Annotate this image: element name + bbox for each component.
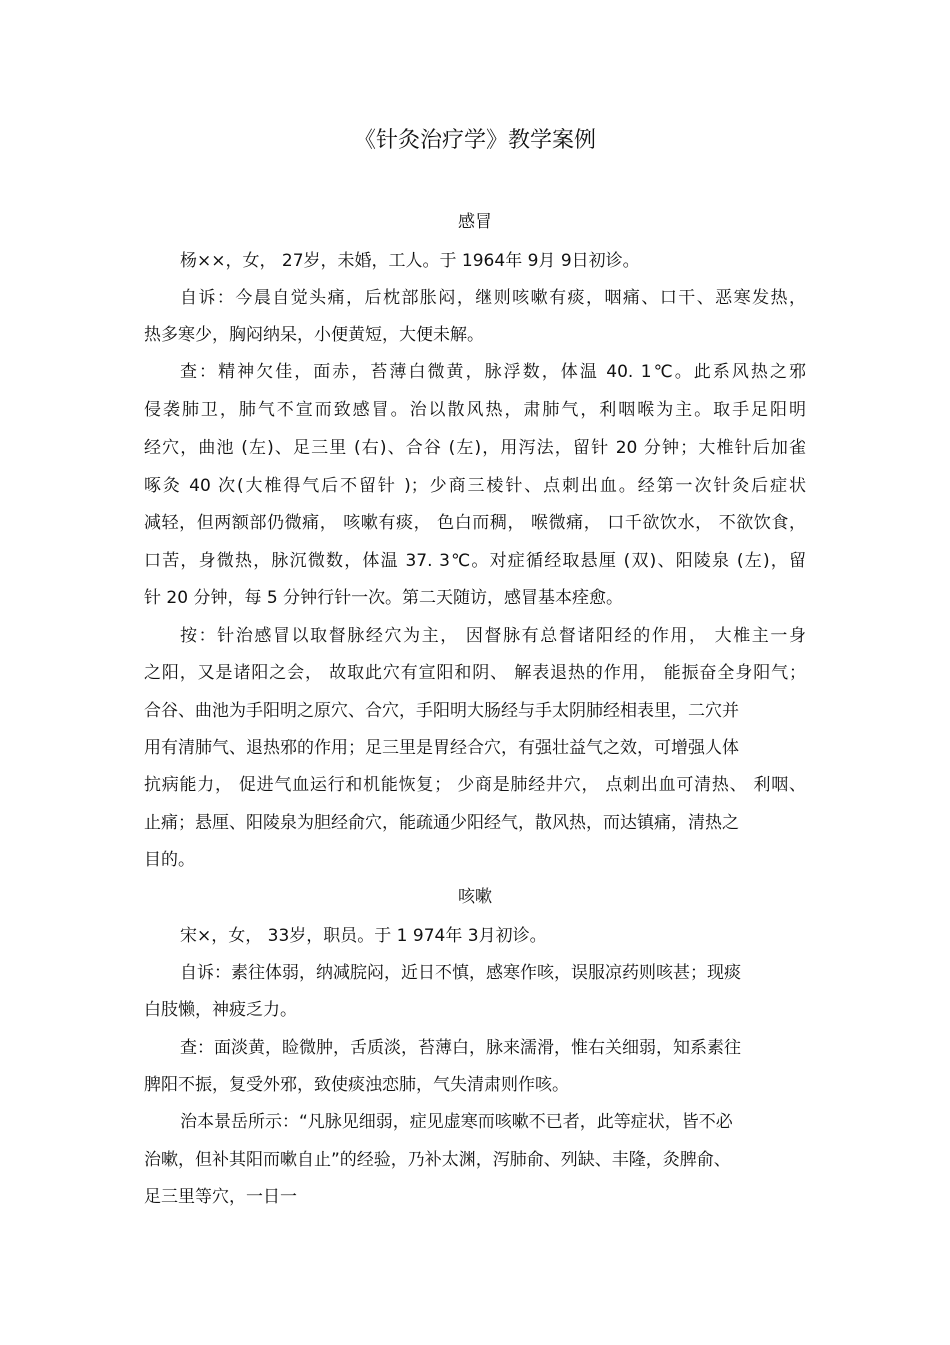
paragraph-line: 啄灸 40 次(大椎得气后不留针 )；少商三棱针、点刺出血。经第一次针灸后症状	[144, 476, 806, 496]
paragraph-line: 自诉：今晨自觉头痛，后枕部胀闷，继则咳嗽有痰，咽痛、口干、恶寒发热，	[180, 288, 806, 308]
paragraph-line: 治嗽，但补其阳而嗽自止”的经验，乃补太渊，泻肺俞、列缺、丰隆，灸脾俞、	[144, 1150, 731, 1170]
paragraph-line: 查：面淡黄，睑微肿，舌质淡，苔薄白，脉来濡滑，惟右关细弱，知系素往	[180, 1038, 741, 1058]
paragraph-line: 自诉：素往体弱，纳减脘闷，近日不慎，感寒作咳，误服凉药则咳甚；现痰	[180, 963, 741, 983]
paragraph-line: 白肢懒，神疲乏力。	[144, 1000, 297, 1020]
paragraph-line: 止痛；悬厘、阳陵泉为胆经俞穴，能疏通少阳经气，散风热，而达镇痛，清热之	[144, 813, 739, 833]
document-title: 《针灸治疗学》教学案例	[353, 128, 596, 153]
paragraph-line: 按：针治感冒以取督脉经穴为主， 因督脉有总督诸阳经的作用， 大椎主一身	[180, 626, 806, 646]
paragraph-line: 针 20 分钟，每 5 分钟行针一次。第二天随访，感冒基本痊愈。	[144, 588, 624, 608]
paragraph-line: 杨××，女， 27岁，未婚，工人。于 1964年 9月 9日初诊。	[180, 251, 640, 271]
case-heading-cold: 感冒	[458, 212, 492, 232]
paragraph-line: 目的。	[144, 850, 195, 870]
paragraph-line: 侵袭肺卫，肺气不宣而致感冒。治以散风热，肃肺气，利咽喉为主。取手足阳明	[144, 400, 806, 420]
paragraph-line: 查：精神欠佳，面赤，苔薄白微黄，脉浮数，体温 40. 1℃。此系风热之邪	[180, 362, 806, 382]
paragraph-line: 合谷、曲池为手阳明之原穴、合穴，手阳明大肠经与手太阴肺经相表里，二穴并	[144, 701, 739, 721]
case-heading-cough: 咳嗽	[458, 887, 492, 907]
paragraph-line: 用有清肺气、退热邪的作用；足三里是胃经合穴，有强壮益气之效，可增强人体	[144, 738, 739, 758]
paragraph-line: 宋×，女， 33岁，职员。于 1 974年 3月初诊。	[180, 926, 547, 946]
paragraph-line: 之阳，又是诸阳之会， 故取此穴有宣阳和阴、 解表退热的作用， 能振奋全身阳气；	[144, 663, 806, 683]
paragraph-line: 治本景岳所示：“凡脉见细弱，症见虚寒而咳嗽不已者，此等症状，皆不必	[180, 1112, 733, 1132]
paragraph-line: 足三里等穴，一日一	[144, 1187, 297, 1207]
paragraph-line: 脾阳不振，复受外邪，致使痰浊恋肺，气失清肃则作咳。	[144, 1075, 569, 1095]
paragraph-line: 热多寒少，胸闷纳呆，小便黄短，大便未解。	[144, 325, 484, 345]
paragraph-line: 经穴，曲池 (左)、足三里 (右)、合谷 (左)，用泻法，留针 20 分钟；大椎针后加雀	[144, 438, 806, 458]
paragraph-line: 口苦，身微热，脉沉微数，体温 37. 3℃。对症循经取悬厘 (双)、阳陵泉 (左)，留	[144, 551, 806, 571]
paragraph-line: 减轻，但两额部仍微痛， 咳嗽有痰， 色白而稠， 喉微痛， 口千欲饮水， 不欲饮食，	[144, 513, 806, 533]
paragraph-line: 抗病能力， 促进气血运行和机能恢复； 少商是肺经井穴， 点刺出血可清热、 利咽、	[144, 775, 806, 795]
